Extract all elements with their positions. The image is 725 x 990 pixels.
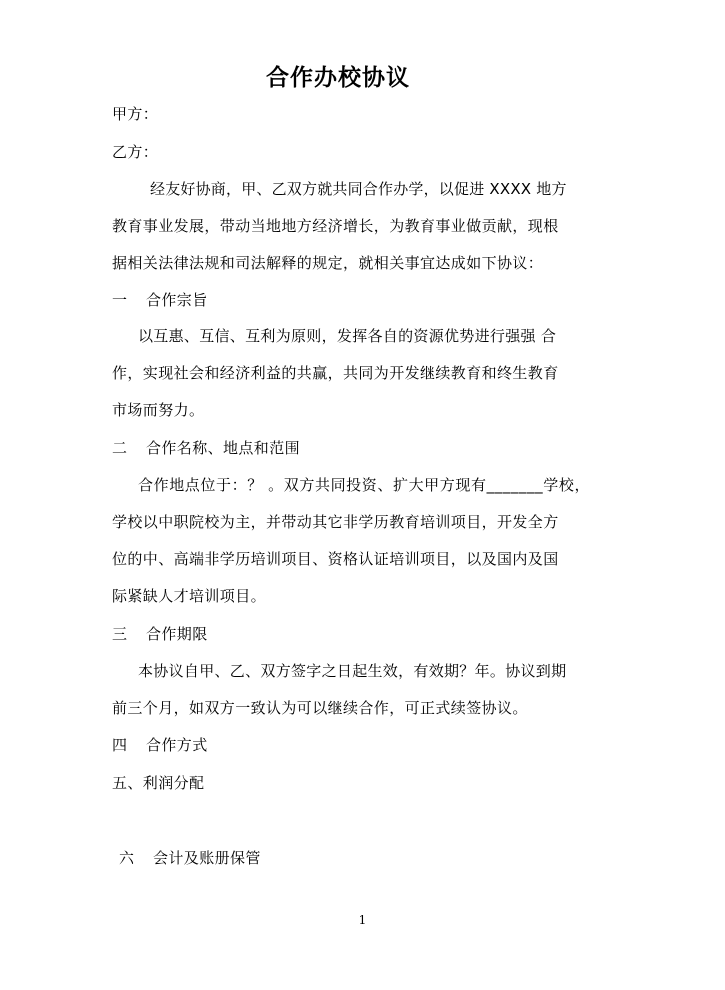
section-heading-4: [112, 733, 208, 757]
section-number: 二: [112, 439, 128, 457]
section-1-line-1: 以互惠、互信、互利为原则，发挥各自的资源优势进行强强 合: [138, 327, 557, 345]
section-2-line-3: 位的中、高端非学历培训项目、资格认证培训项目，以及国内及国: [112, 550, 559, 568]
document-title: 合作办校协议: [266, 64, 410, 91]
section-3-line-2: 前三个月，如双方一致认为可以继续合作，可正式续签协议。: [112, 699, 528, 717]
party-b-line: 乙方：: [112, 143, 159, 161]
section-1-line-2: 作，实现社会和经济利益的共赢，共同为开发继续教育和终生教育: [112, 364, 559, 382]
section-1-line-3: 市场而努力。: [112, 401, 205, 419]
section-3-line-1: 本协议自甲、乙、双方签字之日起生效，有效期？年。协议到期: [138, 662, 567, 680]
section-2-line-2: 学校以中职院校为主，并带动其它非学历教育培训项目，开发全方: [112, 513, 559, 531]
intro-line-3: 据相关法律法规和司法解释的规定，就相关事宜达成如下协议：: [112, 254, 544, 272]
page-number: 1: [358, 913, 367, 927]
section-title: 合作名称、地点和范围: [146, 439, 301, 457]
section-title: 合作宗旨: [146, 291, 208, 309]
section-heading-2: [112, 436, 300, 460]
section-title: 会计及账册保管: [153, 849, 261, 867]
section-2-line-1: 合作地点位于：？ 。双方共同投资、扩大甲方现有_______学校，: [138, 476, 591, 494]
section-number: 三: [112, 625, 128, 643]
section-heading-5: 五、利润分配: [112, 774, 205, 792]
section-number: 一: [112, 291, 128, 309]
section-heading-6: [119, 846, 261, 870]
party-a-line: 甲方：: [112, 105, 159, 123]
section-heading-1: [112, 288, 208, 312]
section-number: 四: [112, 736, 128, 754]
section-title: 合作期限: [146, 625, 208, 643]
section-2-line-4: 际紧缺人才培训项目。: [112, 587, 267, 605]
section-heading-3: [112, 622, 208, 646]
section-number: 六: [119, 849, 135, 867]
intro-line-1: 经友好协商，甲、乙双方就共同合作办学，以促进 XXXX 地方: [150, 180, 567, 198]
section-title: 合作方式: [146, 736, 208, 754]
intro-line-2: 教育事业发展，带动当地地方经济增长，为教育事业做贡献，现根: [112, 217, 559, 235]
